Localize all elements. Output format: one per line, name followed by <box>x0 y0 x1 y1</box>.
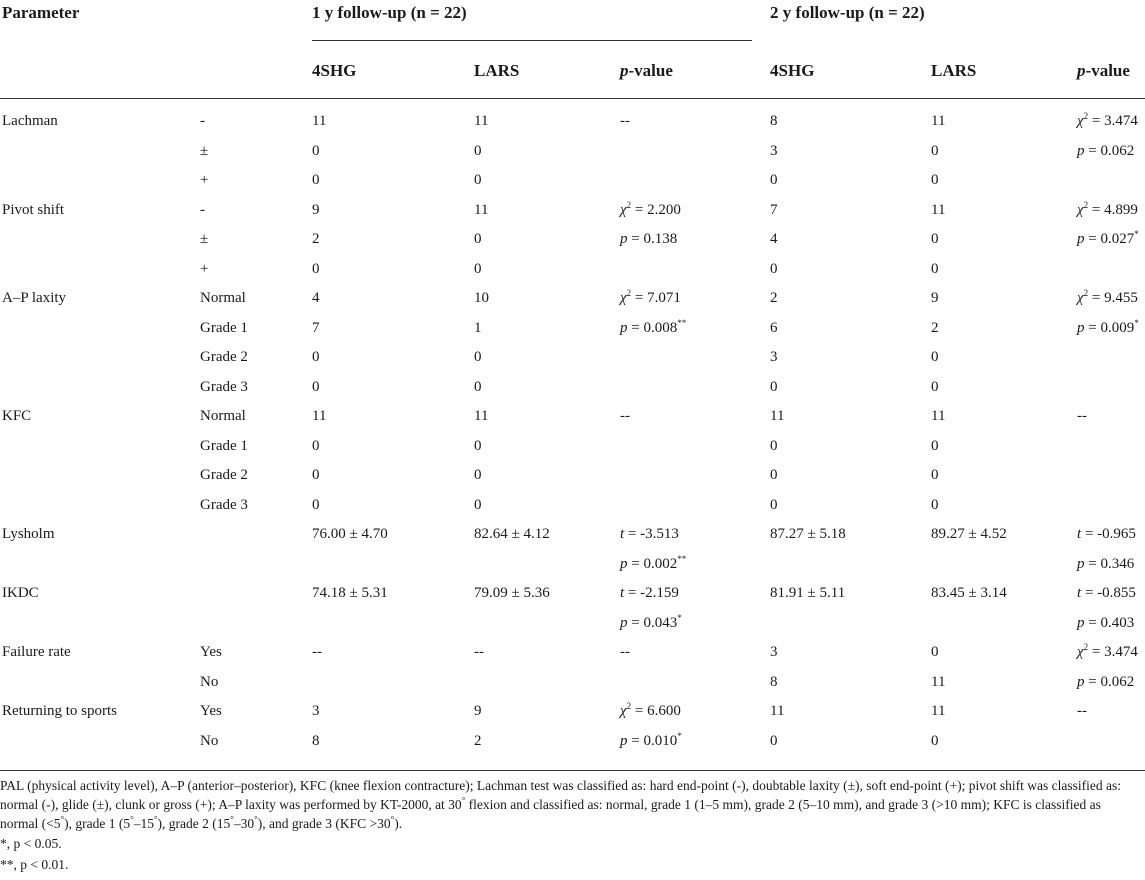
category-cell: Grade 3 <box>200 378 248 395</box>
value-lars-1y: 0 <box>474 349 482 366</box>
table-row <box>0 697 1145 727</box>
table-row <box>0 550 1145 580</box>
category-cell: Yes <box>200 703 222 720</box>
table-bottom-rule <box>0 770 1145 771</box>
pvalue-1y: p = 0.043* <box>620 612 682 631</box>
value-4shg-2y: 7 <box>770 201 778 218</box>
parameter-cell <box>0 491 200 521</box>
value-lars-1y: 11 <box>474 113 489 130</box>
table-row <box>0 579 1145 609</box>
value-4shg-1y: 7 <box>312 319 320 336</box>
category-cell: Normal <box>200 408 246 425</box>
header-pvalue-1y: p-value <box>620 43 770 99</box>
value-4shg-2y: 0 <box>770 732 778 749</box>
parameter-cell: IKDC <box>2 585 39 602</box>
table-row <box>0 491 1145 521</box>
pvalue-2y <box>1077 255 1145 285</box>
table-row <box>0 520 1145 550</box>
pvalue-1y <box>620 166 770 196</box>
value-4shg-2y: 8 <box>770 113 778 130</box>
category-cell: Grade 2 <box>200 467 248 484</box>
value-lars-2y: 9 <box>931 290 939 307</box>
parameter-cell <box>0 727 200 757</box>
value-lars-1y: 2 <box>474 732 482 749</box>
parameter-cell: Returning to sports <box>2 703 117 720</box>
pvalue-2y: p = 0.062 <box>1077 142 1135 159</box>
value-4shg-2y: 0 <box>770 496 778 513</box>
category-cell: Grade 2 <box>200 349 248 366</box>
pvalue-1y <box>620 432 770 462</box>
category-cell: Yes <box>200 644 222 661</box>
value-4shg-1y: 0 <box>312 142 320 159</box>
value-4shg-1y: 3 <box>312 703 320 720</box>
pvalue-2y: p = 0.403 <box>1077 614 1135 631</box>
header-lars-2y: LARS <box>931 43 1077 99</box>
parameter-cell: Lysholm <box>2 526 55 543</box>
value-4shg-1y: 0 <box>312 437 320 454</box>
value-4shg-1y: 0 <box>312 260 320 277</box>
value-lars-2y <box>931 550 1077 580</box>
value-lars-1y: 82.64 ± 4.12 <box>474 526 550 543</box>
pvalue-1y: p = 0.010* <box>620 730 682 749</box>
category-cell: Grade 3 <box>200 496 248 513</box>
category-cell <box>200 520 312 550</box>
category-cell: Normal <box>200 290 246 307</box>
header-4shg-1y: 4SHG <box>312 43 474 99</box>
pvalue-1y: $\chi^2 = 2.200$ <box>620 199 681 218</box>
pvalue-1y <box>620 491 770 521</box>
value-lars-2y: 0 <box>931 378 939 395</box>
header-pvalue-2y: p-value <box>1077 43 1145 99</box>
table-row <box>0 432 1145 462</box>
pvalue-1y <box>620 373 770 403</box>
header-lars-1y: LARS <box>474 43 620 99</box>
value-4shg-1y: 2 <box>312 231 320 248</box>
value-4shg-1y: 8 <box>312 732 320 749</box>
pvalue-2y: p = 0.062 <box>1077 673 1135 690</box>
value-lars-1y: 0 <box>474 437 482 454</box>
pvalue-1y: p = 0.002** <box>620 553 687 572</box>
pvalue-2y: t = -0.855 <box>1077 585 1136 602</box>
parameter-cell <box>0 668 200 698</box>
pvalue-2y: $\chi^2 = 9.455$ <box>1077 288 1138 307</box>
pvalue-2y: $\chi^2 = 4.899$ <box>1077 199 1138 218</box>
category-cell: ± <box>200 231 209 248</box>
header-group-1y: 1 y follow-up (n = 22) <box>312 0 770 43</box>
pvalue-1y <box>620 343 770 373</box>
pvalue-2y: t = -0.965 <box>1077 526 1136 543</box>
parameter-cell <box>0 343 200 373</box>
pvalue-1y: t = -3.513 <box>620 526 679 543</box>
parameter-cell: A–P laxity <box>2 290 67 307</box>
parameter-cell: Failure rate <box>2 644 71 661</box>
pvalue-1y: $\chi^2 = 6.600$ <box>620 701 681 720</box>
table-row <box>0 196 1145 226</box>
parameter-cell <box>0 609 200 639</box>
value-lars-1y <box>474 609 620 639</box>
value-4shg-1y <box>312 550 474 580</box>
category-cell: Grade 1 <box>200 437 248 454</box>
category-cell <box>200 579 312 609</box>
pvalue-1y: $\chi^2 = 7.071$ <box>620 288 681 307</box>
value-4shg-1y: 0 <box>312 467 320 484</box>
pvalue-2y <box>1077 166 1145 196</box>
table-row <box>0 343 1145 373</box>
value-lars-1y: 0 <box>474 260 482 277</box>
value-4shg-1y: -- <box>312 644 322 661</box>
value-lars-1y: 0 <box>474 378 482 395</box>
table-row <box>0 668 1145 698</box>
pvalue-2y: p = 0.027* <box>1077 229 1139 248</box>
header-parameter: Parameter <box>2 3 80 22</box>
value-4shg-2y: 11 <box>770 408 785 425</box>
pvalue-1y: p = 0.138 <box>620 231 678 248</box>
value-4shg-2y: 0 <box>770 260 778 277</box>
value-4shg-2y: 3 <box>770 349 778 366</box>
value-lars-1y <box>474 668 620 698</box>
value-lars-1y: 0 <box>474 467 482 484</box>
category-cell: Grade 1 <box>200 319 248 336</box>
value-lars-1y: -- <box>474 644 484 661</box>
value-4shg-1y: 11 <box>312 113 327 130</box>
pvalue-1y <box>620 255 770 285</box>
value-lars-1y: 11 <box>474 201 489 218</box>
pvalue-2y: $\chi^2 = 3.474$ <box>1077 111 1138 130</box>
value-lars-2y: 0 <box>931 496 939 513</box>
value-lars-2y: 11 <box>931 201 946 218</box>
value-4shg-2y: 87.27 ± 5.18 <box>770 526 846 543</box>
value-4shg-2y: 0 <box>770 437 778 454</box>
pvalue-1y: -- <box>620 644 630 661</box>
value-lars-2y: 0 <box>931 142 939 159</box>
pvalue-2y <box>1077 373 1145 403</box>
parameter-cell: Pivot shift <box>2 201 65 218</box>
table-row <box>0 284 1145 314</box>
pvalue-2y: -- <box>1077 703 1088 720</box>
value-4shg-1y: 9 <box>312 201 320 218</box>
pvalue-2y: $\chi^2 = 3.474$ <box>1077 642 1138 661</box>
value-4shg-1y <box>312 668 474 698</box>
value-lars-2y: 89.27 ± 4.52 <box>931 526 1007 543</box>
value-4shg-1y: 0 <box>312 349 320 366</box>
category-cell: No <box>200 673 219 690</box>
pvalue-1y <box>620 461 770 491</box>
category-cell <box>200 550 312 580</box>
value-4shg-1y <box>312 609 474 639</box>
value-4shg-2y: 4 <box>770 231 778 248</box>
parameter-cell <box>0 225 200 255</box>
parameter-cell <box>0 314 200 344</box>
pvalue-2y <box>1077 432 1145 462</box>
pvalue-2y <box>1077 491 1145 521</box>
value-4shg-2y: 3 <box>770 644 778 661</box>
value-lars-2y: 11 <box>931 703 946 720</box>
pvalue-2y: -- <box>1077 408 1088 425</box>
value-lars-2y: 0 <box>931 349 939 366</box>
value-lars-1y: 10 <box>474 290 489 307</box>
category-cell <box>200 609 312 639</box>
value-lars-2y: 0 <box>931 644 939 661</box>
pvalue-1y: -- <box>620 408 630 425</box>
parameter-cell <box>0 432 200 462</box>
value-lars-2y: 11 <box>931 408 946 425</box>
pvalue-1y: t = -2.159 <box>620 585 679 602</box>
value-4shg-1y: 4 <box>312 290 320 307</box>
value-lars-2y: 0 <box>931 467 939 484</box>
parameter-cell <box>0 550 200 580</box>
header-group-2y: 2 y follow-up (n = 22) <box>770 3 925 22</box>
value-4shg-1y: 11 <box>312 408 327 425</box>
pvalue-2y <box>1077 343 1145 373</box>
value-4shg-1y: 0 <box>312 172 320 189</box>
value-4shg-2y: 2 <box>770 290 778 307</box>
parameter-cell: KFC <box>2 408 32 425</box>
table-row <box>0 402 1145 432</box>
table-row <box>0 638 1145 668</box>
pvalue-2y: p = 0.009* <box>1077 317 1139 336</box>
category-cell: No <box>200 732 219 749</box>
value-4shg-1y: 0 <box>312 378 320 395</box>
parameter-cell <box>0 461 200 491</box>
value-lars-2y: 11 <box>931 113 946 130</box>
value-lars-2y: 0 <box>931 437 939 454</box>
category-cell: ± <box>200 142 209 159</box>
value-4shg-2y <box>770 609 931 639</box>
pvalue-1y <box>620 668 770 698</box>
value-lars-1y: 11 <box>474 408 489 425</box>
value-lars-1y: 79.09 ± 5.36 <box>474 585 550 602</box>
parameter-cell <box>0 166 200 196</box>
table-row <box>0 314 1145 344</box>
table-row <box>0 373 1145 403</box>
parameter-cell <box>0 137 200 167</box>
category-cell: + <box>200 172 209 189</box>
value-4shg-2y: 0 <box>770 378 778 395</box>
table-row <box>0 255 1145 285</box>
value-4shg-2y: 81.91 ± 5.11 <box>770 585 846 602</box>
parameter-cell <box>0 373 200 403</box>
value-lars-2y <box>931 609 1077 639</box>
parameter-cell: Lachman <box>2 113 58 130</box>
value-lars-1y: 9 <box>474 703 482 720</box>
value-4shg-2y: 0 <box>770 467 778 484</box>
category-cell: - <box>200 113 205 130</box>
footnote-abbreviations: PAL (physical activity level), A–P (anterior–posterior), KFC (knee flexion contracture); Lachman test was classified as: hard end-point (-), doubtable laxity (±), soft end-point (+); pivot shift was classified as: normal (-), glide (±), clunk or gross (+); A–P laxity was performed by KT-2000, at 30° flexion and classified as: normal, grade 1 (1–5 mm), grade 2 (5–10 mm), and grade 3 (>10 mm); KFC is classified as normal (<5°), grade 1 (5°–15°), grade 2 (15°–30°), and grade 3 (KFC >30°). <box>0 778 1121 831</box>
pvalue-1y: p = 0.008** <box>620 317 687 336</box>
pvalue-2y: p = 0.346 <box>1077 555 1135 572</box>
footnote-sig-005: *, p < 0.05. <box>0 836 62 851</box>
value-4shg-2y: 11 <box>770 703 785 720</box>
header-4shg-2y: 4SHG <box>770 43 931 99</box>
pvalue-2y <box>1077 461 1145 491</box>
footnote-sig-001: **, p < 0.01. <box>0 857 69 872</box>
value-lars-1y: 1 <box>474 319 482 336</box>
pvalue-1y: -- <box>620 113 630 130</box>
value-lars-2y: 0 <box>931 260 939 277</box>
parameter-cell <box>0 255 200 285</box>
value-4shg-2y: 3 <box>770 142 778 159</box>
value-lars-1y: 0 <box>474 231 482 248</box>
value-lars-2y: 2 <box>931 319 939 336</box>
category-cell: + <box>200 260 209 277</box>
category-cell: - <box>200 201 205 218</box>
value-lars-1y: 0 <box>474 172 482 189</box>
value-lars-2y: 0 <box>931 732 939 749</box>
value-lars-2y: 0 <box>931 172 939 189</box>
value-4shg-2y: 6 <box>770 319 778 336</box>
table-row <box>0 727 1145 757</box>
value-lars-1y <box>474 550 620 580</box>
value-lars-1y: 0 <box>474 142 482 159</box>
value-lars-1y: 0 <box>474 496 482 513</box>
value-4shg-1y: 74.18 ± 5.31 <box>312 585 388 602</box>
value-4shg-2y: 8 <box>770 673 778 690</box>
table-row <box>0 225 1145 255</box>
value-4shg-2y: 0 <box>770 172 778 189</box>
value-lars-2y: 11 <box>931 673 946 690</box>
table-row <box>0 461 1145 491</box>
value-4shg-2y <box>770 550 931 580</box>
pvalue-1y <box>620 137 770 167</box>
pvalue-2y <box>1077 727 1145 757</box>
value-4shg-1y: 0 <box>312 496 320 513</box>
table-row <box>0 166 1145 196</box>
table-row <box>0 137 1145 167</box>
table-row <box>0 99 1145 137</box>
value-lars-2y: 0 <box>931 231 939 248</box>
value-lars-2y: 83.45 ± 3.14 <box>931 585 1007 602</box>
table-row <box>0 609 1145 639</box>
value-4shg-1y: 76.00 ± 4.70 <box>312 526 388 543</box>
